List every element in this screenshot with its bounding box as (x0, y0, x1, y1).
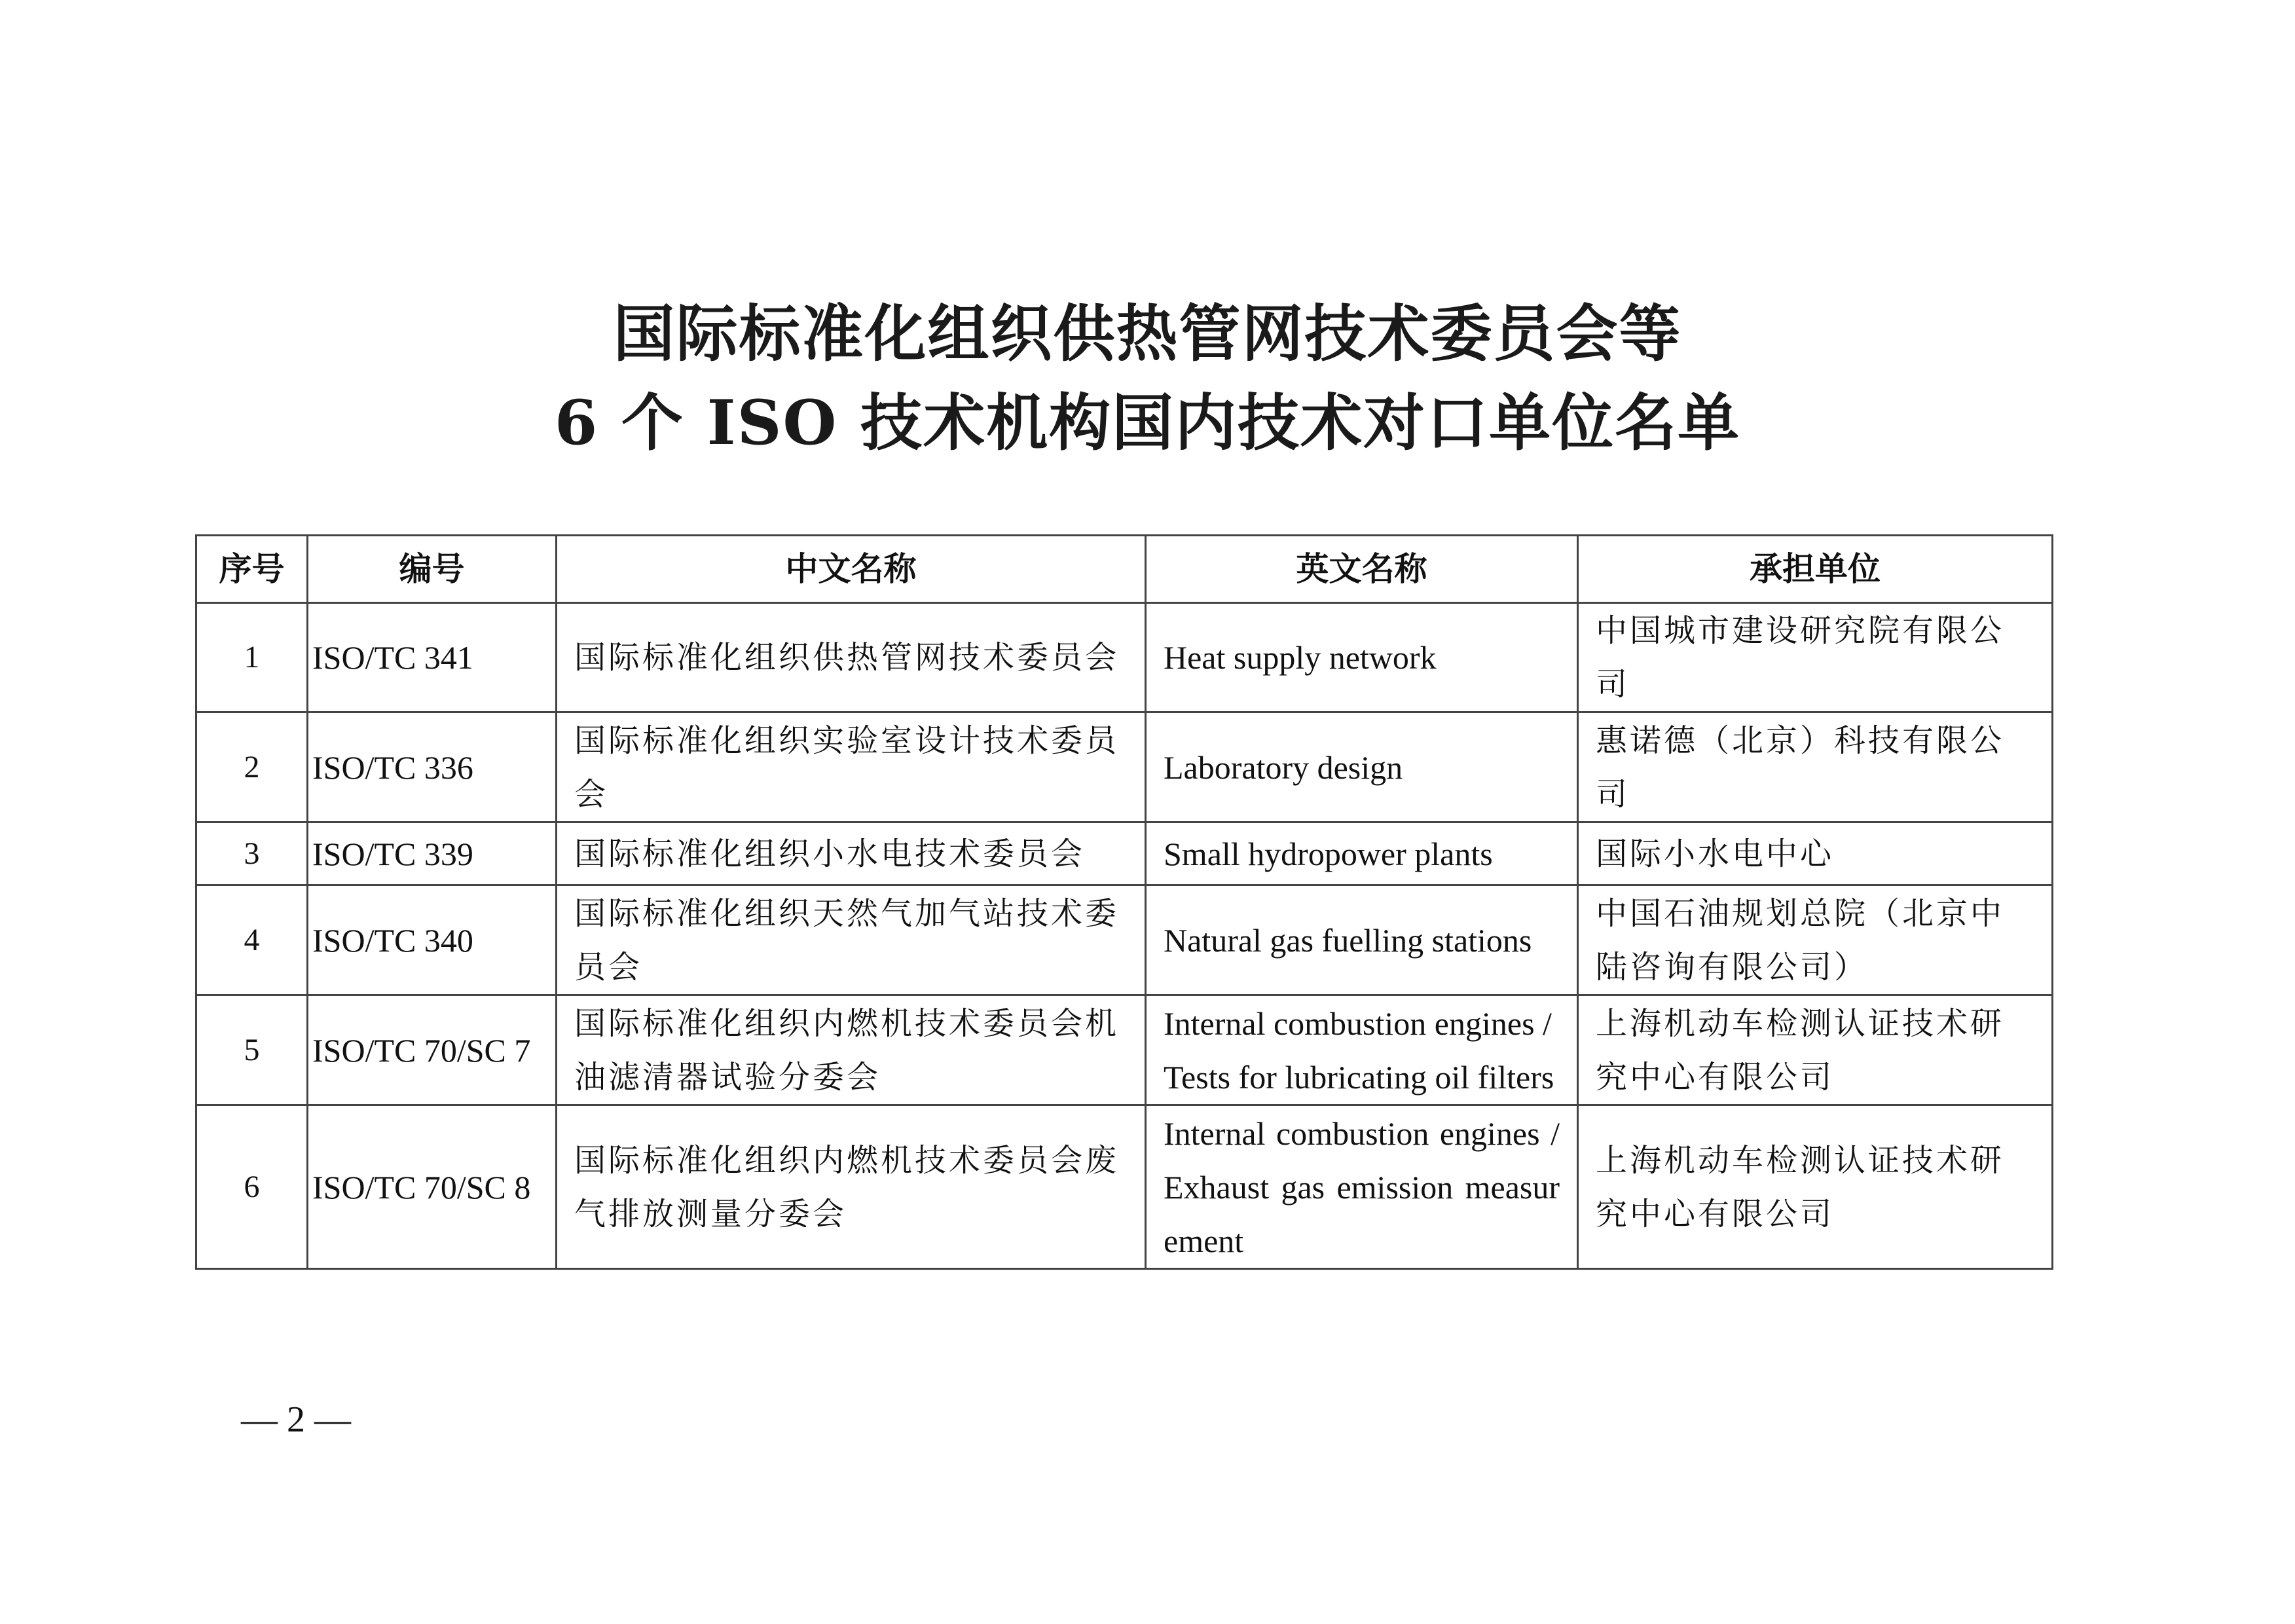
row-name-zh: 国际标准化组织内燃机技术委员会机油滤清器试验分委会 (557, 995, 1146, 1105)
row-code: ISO/TC 70/SC 8 (308, 1105, 557, 1269)
row-seq: 4 (196, 885, 308, 995)
header-org: 承担单位 (1578, 536, 2053, 603)
row-org: 中国石油规划总院（北京中陆咨询有限公司） (1578, 885, 2053, 995)
committee-table (195, 534, 2053, 1270)
row-seq: 1 (196, 603, 308, 712)
row-org: 中国城市建设研究院有限公司 (1578, 603, 2053, 712)
row-org: 上海机动车检测认证技术研究中心有限公司 (1578, 1105, 2053, 1269)
document-title-line-2: 6 个 ISO 技术机构国内技术对口单位名单 (554, 387, 1741, 459)
row-code: ISO/TC 339 (308, 822, 557, 885)
row-code: ISO/TC 341 (308, 603, 557, 712)
row-name-en: Natural gas fuelling stations (1146, 885, 1578, 995)
row-name-en: Small hydropower plants (1146, 822, 1578, 885)
row-code: ISO/TC 336 (308, 712, 557, 822)
row-code: ISO/TC 70/SC 7 (308, 995, 557, 1105)
row-code: ISO/TC 340 (308, 885, 557, 995)
table-row (196, 822, 2053, 885)
document-title-line-1: 国际标准化组织供热管网技术委员会等 (613, 298, 1682, 370)
row-name-zh: 国际标准化组织天然气加气站技术委员会 (557, 885, 1146, 995)
row-name-zh: 国际标准化组织实验室设计技术委员会 (557, 712, 1146, 822)
table-row (196, 712, 2053, 822)
row-name-zh: 国际标准化组织内燃机技术委员会废气排放测量分委会 (557, 1105, 1146, 1269)
row-seq: 3 (196, 822, 308, 885)
table-row (196, 885, 2053, 995)
row-name-en: Internal combustion engines / Exhaust gas emission measurement (1146, 1105, 1578, 1269)
header-name-zh: 中文名称 (557, 536, 1146, 603)
row-seq: 5 (196, 995, 308, 1105)
row-org: 上海机动车检测认证技术研究中心有限公司 (1578, 995, 2053, 1105)
table-row (196, 603, 2053, 712)
row-seq: 2 (196, 712, 308, 822)
header-code: 编号 (308, 536, 557, 603)
header-seq: 序号 (196, 536, 308, 603)
row-org: 国际小水电中心 (1578, 822, 2053, 885)
row-name-en: Internal combustion engines / Tests for lubricating oil filters (1146, 995, 1578, 1105)
row-name-zh: 国际标准化组织供热管网技术委员会 (557, 603, 1146, 712)
table-header-row (196, 536, 2053, 603)
row-seq: 6 (196, 1105, 308, 1269)
table-row (196, 995, 2053, 1105)
row-org: 惠诺德（北京）科技有限公司 (1578, 712, 2053, 822)
row-name-en: Heat supply network (1146, 603, 1578, 712)
row-name-zh: 国际标准化组织小水电技术委员会 (557, 822, 1146, 885)
row-name-en: Laboratory design (1146, 712, 1578, 822)
table-row (196, 1105, 2053, 1269)
page-number: — 2 — (241, 1399, 351, 1440)
header-name-en: 英文名称 (1146, 536, 1578, 603)
